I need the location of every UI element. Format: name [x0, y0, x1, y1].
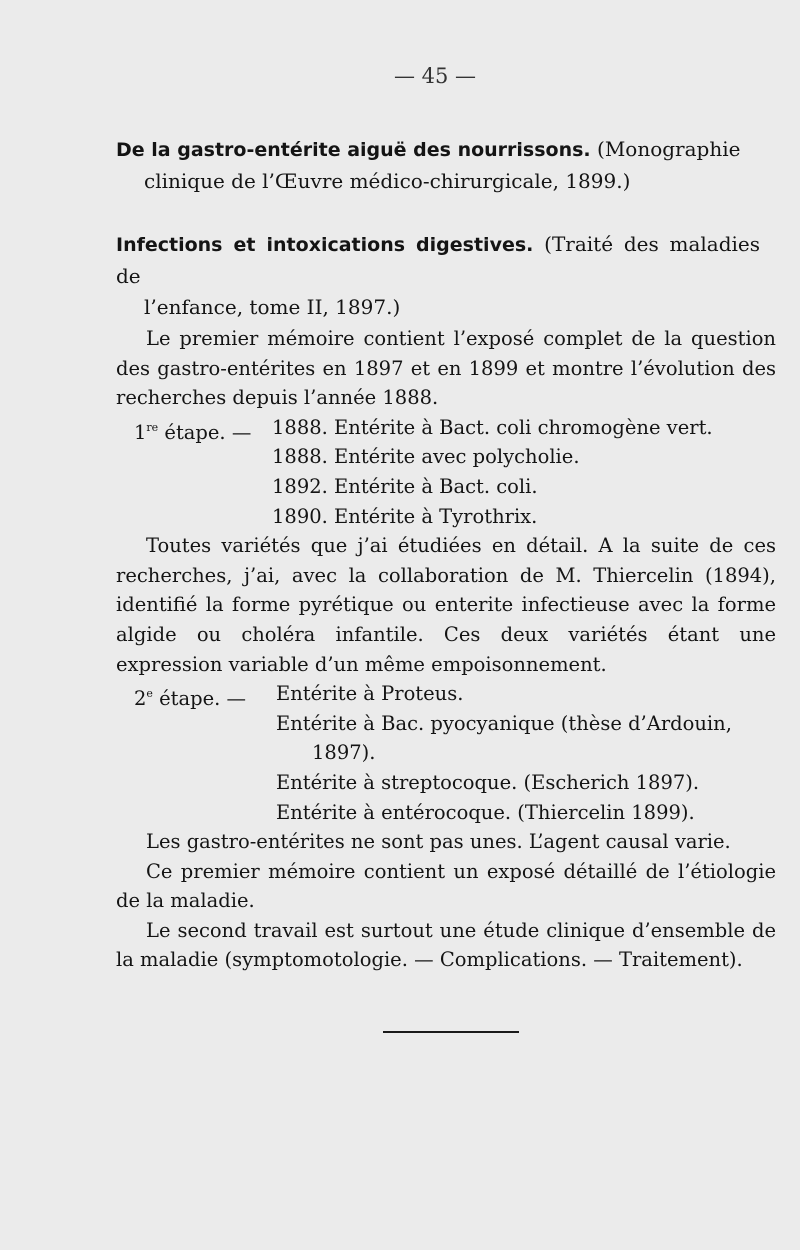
- bibliography-entry: [116, 229, 760, 323]
- body-text: [116, 324, 776, 975]
- step-item: Entérite à streptocoque. (Escherich 1897).: [276, 770, 700, 794]
- varieties-paragraph: Toutes variétés que j’ai étudiées en détail. A la suite de ces recherches, j’ai, avec la collaboration de M. Thiercelin (1894), identifié la forme pyrétique ou enterite infectieuse avec la forme algide ou choléra infantile. Ces deux variétés étant une expression variable d’un même empoisonnement.: [116, 534, 776, 676]
- step-item: 1897).: [312, 741, 376, 765]
- closing-paragraph: Ce premier mémoire contient un exposé détaillé de l’étiologie de la maladie.: [116, 859, 776, 913]
- entry-title: Infections et intoxications digestives.: [116, 234, 534, 256]
- entry-note-continued: clinique de l’Œuvre médico-chirurgicale, 1899.): [144, 169, 631, 193]
- step-item: 1892. Entérite à Bact. coli.: [272, 474, 538, 498]
- step-row: [116, 709, 776, 739]
- step-item: Entérite à Proteus.: [276, 682, 464, 706]
- entry-note-continued: l’enfance, tome II, 1897.): [144, 295, 401, 319]
- step-row: [116, 768, 776, 798]
- step-row: [116, 679, 776, 709]
- step-row: [116, 502, 776, 532]
- closing-rule: [383, 1031, 519, 1033]
- entry-title: De la gastro-entérite aiguë des nourrissons.: [116, 139, 591, 161]
- closing-paragraph: Les gastro-entérites ne sont pas unes. L’agent causal varie.: [146, 830, 731, 854]
- step-row: [116, 413, 776, 443]
- step-row: [116, 798, 776, 828]
- step-row: [116, 472, 776, 502]
- bibliography-entry: [116, 134, 760, 197]
- step-2-list: [116, 679, 776, 827]
- page-number: — 45 —: [393, 64, 477, 88]
- step-label: 2e étape. —: [134, 687, 247, 711]
- step-item: Entérite à entérocoque. (Thiercelin 1899).: [276, 800, 695, 824]
- step-item: 1888. Entérite avec polycholie.: [272, 445, 580, 469]
- entry-note: (Monographie: [590, 137, 741, 161]
- step-item: Entérite à Bac. pyocyanique (thèse d’Ardouin,: [276, 711, 732, 735]
- step-1-list: [116, 413, 776, 531]
- step-row: [116, 442, 776, 472]
- step-row: [116, 738, 776, 768]
- step-item: 1888. Entérite à Bact. coli chromogène vert.: [272, 415, 713, 439]
- closing-paragraph: Le second travail est surtout une étude clinique d’ensemble de la maladie (symptomotologie. — Complications. — Traitement).: [116, 918, 776, 972]
- step-label: 1re étape. —: [134, 420, 252, 444]
- entry-note: (Traité des maladies de: [116, 232, 760, 288]
- step-item: 1890. Entérite à Tyrothrix.: [272, 504, 538, 528]
- intro-paragraph: Le premier mémoire contient l’exposé complet de la question des gastro-entérites en 1897 et en 1899 et montre l’évolution des recherches depuis l’année 1888.: [116, 327, 776, 410]
